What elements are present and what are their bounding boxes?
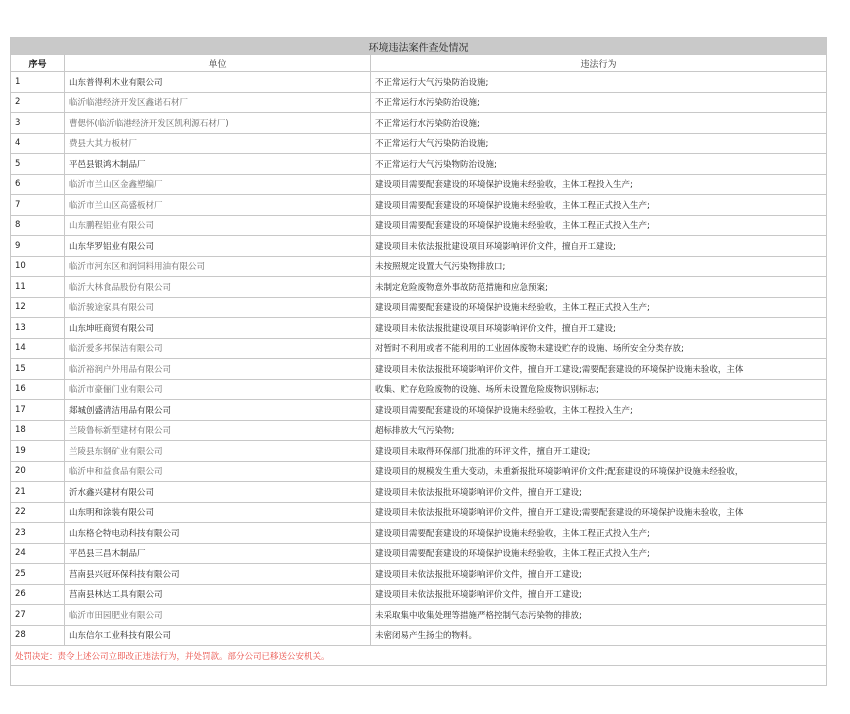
table-title: 环境违法案件查处情况	[11, 38, 827, 55]
table-row	[11, 154, 827, 175]
table-row	[11, 441, 827, 462]
table-row	[11, 605, 827, 626]
row-seq: 5	[11, 154, 65, 175]
row-seq: 15	[11, 359, 65, 380]
row-seq: 7	[11, 195, 65, 216]
row-unit: 临沂申和益食品有限公司	[65, 461, 371, 482]
table-row	[11, 236, 827, 257]
row-unit: 平邑县三昌木制品厂	[65, 543, 371, 564]
row-action: 建设项目未依法报批环境影响评价文件，擅自开工建设;	[371, 482, 827, 503]
row-action: 建设项目未依法报批环境影响评价文件，擅自开工建设;需要配套建设的环境保护设施未验收，主体	[371, 359, 827, 380]
row-seq: 23	[11, 523, 65, 544]
row-unit: 山东坤旺商贸有限公司	[65, 318, 371, 339]
table-row	[11, 133, 827, 154]
row-unit: 临沂市兰山区高盛板材厂	[65, 195, 371, 216]
table-header-row	[11, 55, 827, 72]
row-action: 建设项目未依法报批环境影响评价文件，擅自开工建设;需要配套建设的环境保护设施未验收，主体	[371, 502, 827, 523]
table-row	[11, 461, 827, 482]
row-unit: 郯城创盛清洁用品有限公司	[65, 400, 371, 421]
row-seq: 16	[11, 379, 65, 400]
row-action: 建设项目需要配套建设的环境保护设施未经验收，主体工程正式投入生产;	[371, 543, 827, 564]
row-action: 不正常运行大气污染防治设施;	[371, 72, 827, 93]
row-unit: 临沂大林食品股份有限公司	[65, 277, 371, 298]
row-seq: 18	[11, 420, 65, 441]
row-seq: 13	[11, 318, 65, 339]
row-unit: 山东华罗铝业有限公司	[65, 236, 371, 257]
table-row	[11, 625, 827, 646]
row-unit: 费县大其力板材厂	[65, 133, 371, 154]
row-unit: 临沂裕润户外用品有限公司	[65, 359, 371, 380]
table-row	[11, 543, 827, 564]
blank-row	[11, 666, 827, 686]
row-seq: 26	[11, 584, 65, 605]
case-table	[10, 37, 827, 686]
table-row	[11, 113, 827, 134]
table-title-row	[11, 38, 827, 55]
case-table-sheet	[10, 37, 826, 686]
row-action: 建设项目未依法报批建设项目环境影响评价文件，擅自开工建设;	[371, 236, 827, 257]
row-seq: 24	[11, 543, 65, 564]
row-action: 不正常运行水污染防治设施;	[371, 92, 827, 113]
row-seq: 6	[11, 174, 65, 195]
header-action: 违法行为	[371, 55, 827, 72]
row-action: 建设项目需要配套建设的环境保护设施未经验收，主体工程投入生产;	[371, 174, 827, 195]
row-seq: 4	[11, 133, 65, 154]
row-seq: 21	[11, 482, 65, 503]
row-unit: 山东明和涂装有限公司	[65, 502, 371, 523]
row-action: 收集、贮存危险废物的设施、场所未设置危险废物识别标志;	[371, 379, 827, 400]
row-action: 不正常运行大气污染物防治设施;	[371, 154, 827, 175]
row-action: 不正常运行大气污染防治设施;	[371, 133, 827, 154]
table-row	[11, 502, 827, 523]
table-row	[11, 523, 827, 544]
row-unit: 兰陵鲁标新型建材有限公司	[65, 420, 371, 441]
table-row	[11, 195, 827, 216]
row-seq: 2	[11, 92, 65, 113]
row-seq: 25	[11, 564, 65, 585]
row-seq: 9	[11, 236, 65, 257]
row-unit: 曹偲怀(临沂临港经济开发区凯利源石材厂)	[65, 113, 371, 134]
row-action: 建设项目未依法报批环境影响评价文件，擅自开工建设;	[371, 564, 827, 585]
row-seq: 1	[11, 72, 65, 93]
row-action: 建设项目需要配套建设的环境保护设施未经验收，主体工程正式投入生产;	[371, 215, 827, 236]
row-unit: 沂水鑫兴建材有限公司	[65, 482, 371, 503]
row-action: 建设项目未依法报批建设项目环境影响评价文件，擅自开工建设;	[371, 318, 827, 339]
row-seq: 19	[11, 441, 65, 462]
penalty-text: 处罚决定：责令上述公司立即改正违法行为，并处罚款。部分公司已移送公安机关。	[11, 646, 827, 666]
row-seq: 28	[11, 625, 65, 646]
row-action: 对暂时不利用或者不能利用的工业固体废物未建设贮存的设施、场所安全分类存放;	[371, 338, 827, 359]
row-unit: 临沂爱多邦保洁有限公司	[65, 338, 371, 359]
row-action: 建设项目需要配套建设的环境保护设施未经验收，主体工程正式投入生产;	[371, 195, 827, 216]
row-unit: 山东鹏程铝业有限公司	[65, 215, 371, 236]
row-seq: 22	[11, 502, 65, 523]
table-row	[11, 256, 827, 277]
row-unit: 临沂市田园肥业有限公司	[65, 605, 371, 626]
row-action: 建设项目需要配套建设的环境保护设施未经验收，主体工程正式投入生产;	[371, 297, 827, 318]
row-seq: 20	[11, 461, 65, 482]
row-unit: 莒南县林达工具有限公司	[65, 584, 371, 605]
row-seq: 27	[11, 605, 65, 626]
row-unit: 临沂市豪俪门业有限公司	[65, 379, 371, 400]
table-row	[11, 174, 827, 195]
row-unit: 临沂临港经济开发区鑫诺石材厂	[65, 92, 371, 113]
row-action: 建设项目未取得环保部门批准的环评文件，擅自开工建设;	[371, 441, 827, 462]
table-row	[11, 277, 827, 298]
row-unit: 临沂骏途家具有限公司	[65, 297, 371, 318]
row-action: 不正常运行水污染防治设施;	[371, 113, 827, 134]
row-unit: 平邑县银鸿木制品厂	[65, 154, 371, 175]
row-seq: 10	[11, 256, 65, 277]
row-action: 未密闭易产生扬尘的物料。	[371, 625, 827, 646]
row-action: 未采取集中收集处理等措施严格控制气态污染物的排放;	[371, 605, 827, 626]
blank-cell	[11, 666, 827, 686]
table-row	[11, 215, 827, 236]
row-action: 超标排放大气污染物;	[371, 420, 827, 441]
table-row	[11, 318, 827, 339]
row-unit: 兰陵县东钢矿业有限公司	[65, 441, 371, 462]
table-row	[11, 564, 827, 585]
table-row	[11, 482, 827, 503]
table-row	[11, 92, 827, 113]
row-unit: 山东格仑特电动科技有限公司	[65, 523, 371, 544]
row-seq: 17	[11, 400, 65, 421]
row-seq: 14	[11, 338, 65, 359]
row-seq: 12	[11, 297, 65, 318]
table-row	[11, 72, 827, 93]
row-seq: 3	[11, 113, 65, 134]
table-row	[11, 379, 827, 400]
row-action: 建设项目的规模发生重大变动，未重新报批环境影响评价文件;配套建设的环境保护设施未经验收，	[371, 461, 827, 482]
table-row	[11, 584, 827, 605]
row-unit: 临沂市兰山区金鑫塑编厂	[65, 174, 371, 195]
row-unit: 山东普得利木业有限公司	[65, 72, 371, 93]
table-row	[11, 400, 827, 421]
row-action: 未制定危险废物意外事故防范措施和应急预案;	[371, 277, 827, 298]
table-row	[11, 420, 827, 441]
row-action: 建设项目需要配套建设的环境保护设施未经验收，主体工程投入生产;	[371, 400, 827, 421]
header-seq: 序号	[11, 55, 65, 72]
row-action: 建设项目未依法报批环境影响评价文件，擅自开工建设;	[371, 584, 827, 605]
header-unit: 单位	[65, 55, 371, 72]
table-row	[11, 338, 827, 359]
row-unit: 临沂市河东区和润饲料用油有限公司	[65, 256, 371, 277]
table-row	[11, 359, 827, 380]
row-action: 未按照规定设置大气污染物排放口;	[371, 256, 827, 277]
row-seq: 8	[11, 215, 65, 236]
row-unit: 莒南县兴冠环保科技有限公司	[65, 564, 371, 585]
table-row	[11, 297, 827, 318]
penalty-row	[11, 646, 827, 666]
row-unit: 山东信尔工业科技有限公司	[65, 625, 371, 646]
row-action: 建设项目需要配套建设的环境保护设施未经验收，主体工程正式投入生产;	[371, 523, 827, 544]
row-seq: 11	[11, 277, 65, 298]
